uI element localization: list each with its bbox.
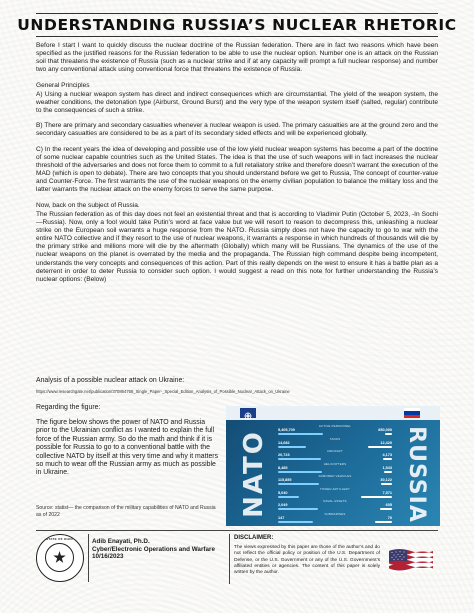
section-heading: General Principles (36, 81, 90, 89)
nato-flag-icon (240, 408, 256, 418)
stat-label: TOWED ARTILLERY (320, 486, 350, 491)
stat-russia-value: 30,122 (380, 478, 392, 482)
nato-bar (278, 496, 299, 498)
nato-bar (278, 471, 322, 473)
stat-russia-value: 850,000 (378, 428, 392, 432)
stat-row (276, 424, 394, 437)
stat-row (276, 474, 394, 487)
figure-description: The figure below shows the power of NATO and Russia prior to the Ukrainian conflict as I wanted to explain the full force of the Russian army. So do the math and think if it is possible for Russia to go to a conventional battle with the collective NATO by itself at this very time and why it matters so much to wear off the Russian army as much as possible in Ukraine. (36, 419, 219, 477)
stat-nato-value: 5,405,700 (278, 428, 295, 432)
russia-flag-icon (404, 408, 420, 418)
stat-label: ARMORED VEHICLES (318, 474, 352, 478)
russia-label: RUSSIA (403, 425, 429, 523)
stat-label: NAVAL ASSETS (323, 499, 347, 503)
analysis-title: Analysis of a possible nuclear attack on Ukraine: (36, 377, 185, 384)
stat-row (276, 487, 394, 500)
russia-bar (385, 433, 392, 435)
nato-bar (278, 433, 323, 435)
nato-bar (278, 483, 319, 485)
russia-bar (361, 496, 392, 498)
nato-bar (278, 458, 321, 460)
stat-row (276, 512, 394, 525)
nato-bar (278, 521, 313, 523)
stat-label: AIRCRAFT (326, 449, 344, 453)
stat-row (276, 462, 394, 475)
paragraph-b: B) There are primary and secondary casualties whenever a nuclear weapon is used. The primary casualties are at the ground zero and the secondary casualties are considered to be as a part of its secondary sided effects and will be experienced globally. (36, 122, 438, 138)
paragraph-intro: Before I start I want to quickly discuss the nuclear doctrine of the Russian federation. There are in fact two reasons which have been specified as the justified reasons for the Russian federation to be able to use the nuclear option. Number one is an attack on the Russian soil that threatens the existence of Russia (such as a nuclear strike and if at any capacity will prompt a full nuclear response) and number two any conventional attack using conventional force that threatens the existence of Russia. (36, 42, 438, 74)
russia-bar (384, 471, 392, 473)
stat-nato-value: 5,040 (278, 490, 288, 495)
russia-bar (368, 446, 392, 448)
nato-label: NATO (239, 430, 270, 518)
body-text (36, 42, 438, 291)
stat-nato-value: 8,485 (278, 465, 288, 470)
page-title: UNDERSTANDING RUSSIA’S NUCLEAR RHETORIC (17, 16, 457, 34)
stat-russia-value: 12,420 (380, 440, 392, 445)
footer-divider (36, 530, 438, 531)
paragraph-a: A) Using a nuclear weapon system has direct and indirect consequences which are circumstantial. The yield of the weapon system, the weather conditions, the detonation type (Airburst, Ground Burst) and the very type of the weapon system itself (salted, regular) contribute to the consequences of such a strike. (36, 90, 438, 115)
figure-heading: Regarding the figure: (36, 404, 101, 411)
author-block (92, 538, 215, 561)
title-bottom-rule (36, 36, 438, 37)
stat-russia-value: 7,571 (382, 490, 392, 495)
stat-nato-value: 14,682 (278, 440, 290, 445)
stat-row (276, 499, 394, 512)
paragraph-russia: The Russian federation as of this day does not feel an existential threat and that is according to Vladimir Putin (October 5, 2023, -In Sochi—Russia). Now, only a fool would take Putin’s word at face value but we will resort to reason to decompress this, unleashing a nuclear strike on the European soil warrants a huge response from the NATO. Russia simply does not have the capacity to go to war with the entire NATO collective and if they resort to the use of nuclear weapons, it warrants a response in which hundreds of thousands will die by the primary strike and millions more will die by the aftermath (Globally) which many will be Russians. The dynamics of the use of the nuclear weapons on the planet is overrated by the media and the propaganda. The Russian high command despite being incompetent, understands the very concepts and consequences of this action. Part of this really depends on the west to ensure it has a battle plan as a deterrent in order to deter Russia to consider such option. I would suggest a read on this note for further understanding the Russia’s nuclear options: (Below) (36, 210, 438, 283)
stat-label: SUBMARINES (324, 511, 346, 516)
russia-bar (381, 483, 392, 485)
russia-bar (380, 508, 392, 510)
stat-russia-value: 1,543 (382, 465, 392, 470)
author-name: Adib Enayati, Ph.D. (92, 538, 150, 545)
stat-nato-value: 147 (278, 515, 285, 520)
seal-text: STATE OF OHIO (46, 537, 73, 541)
stat-label: ACTIVE PERSONNEL (318, 424, 352, 428)
stat-russia-value: 4,173 (382, 453, 392, 457)
figure-source: Source: statist— the comparison of the military capabilities of NATO and Russia as of 2022 (36, 505, 216, 518)
stat-russia-value: 605 (385, 503, 392, 507)
author-date: 10/16/2023 (92, 553, 124, 561)
stat-row (276, 449, 394, 462)
stat-label: TANKS (329, 436, 341, 441)
comparison-stats (276, 424, 394, 524)
stat-nato-value: 2,049 (278, 503, 288, 507)
russia-bar (375, 521, 392, 523)
disclaimer-text: The views expressed by this paper are those of the author’s and do not reflect the official policy or position of the U.S. Department of Defense, or the U.S. Government or any of the U.S. Government’s affiliated entities or agencies. The content of this paper is solely written by the author. (234, 545, 380, 576)
seal-icon (36, 534, 84, 582)
title-top-rule (36, 13, 438, 14)
us-flag-icon (387, 545, 435, 575)
stat-row (276, 437, 394, 450)
signature-divider (88, 534, 89, 582)
nato-russia-infographic (226, 406, 440, 526)
analysis-link[interactable]: https://www.researchgate.net/publication/370864768_Single_Paper-_Special_Edition_Analysis_of_Possible_Nuclear_Attack_on_Ukraine (36, 389, 290, 394)
paragraph-c: C) In the recent years the idea of developing and possible use of the low yield nuclear weapon systems has become a part of the doctrine of some nuclear capable countries such as the United States. The idea is that the use of such weapons will in fact increases the nuclear threshold of the adversaries and does not force them to commit to a full retaliatory strike and therefore doesn’t warrant the execution of the MAD (which is open to debate). There are two concepts that you should understand before we get to Russia, The concept of counter-value and Counter-Force. The first warrants the use of the nuclear weapons on the enemy civilian population to balance the military loss and the latter warrants the nuclear attack on the enemy forces to serve the same purpose. (36, 145, 438, 194)
author-title: Cyber/Electronic Operations and Warfare (92, 545, 215, 553)
stat-russia-value: 70 (387, 515, 392, 520)
russia-bar (383, 458, 392, 460)
stat-nato-value: 20,723 (278, 453, 290, 457)
nato-bar (278, 508, 318, 510)
disclaimer-heading: DISCLAIMER: (234, 535, 274, 541)
disclaimer-divider (229, 534, 230, 584)
stat-label: HELICOPTERS (323, 461, 347, 466)
nato-bar (278, 446, 306, 448)
stat-nato-value: 115,855 (278, 478, 292, 482)
paragraph-subject: Now, back on the subject of Russia. (36, 201, 140, 209)
